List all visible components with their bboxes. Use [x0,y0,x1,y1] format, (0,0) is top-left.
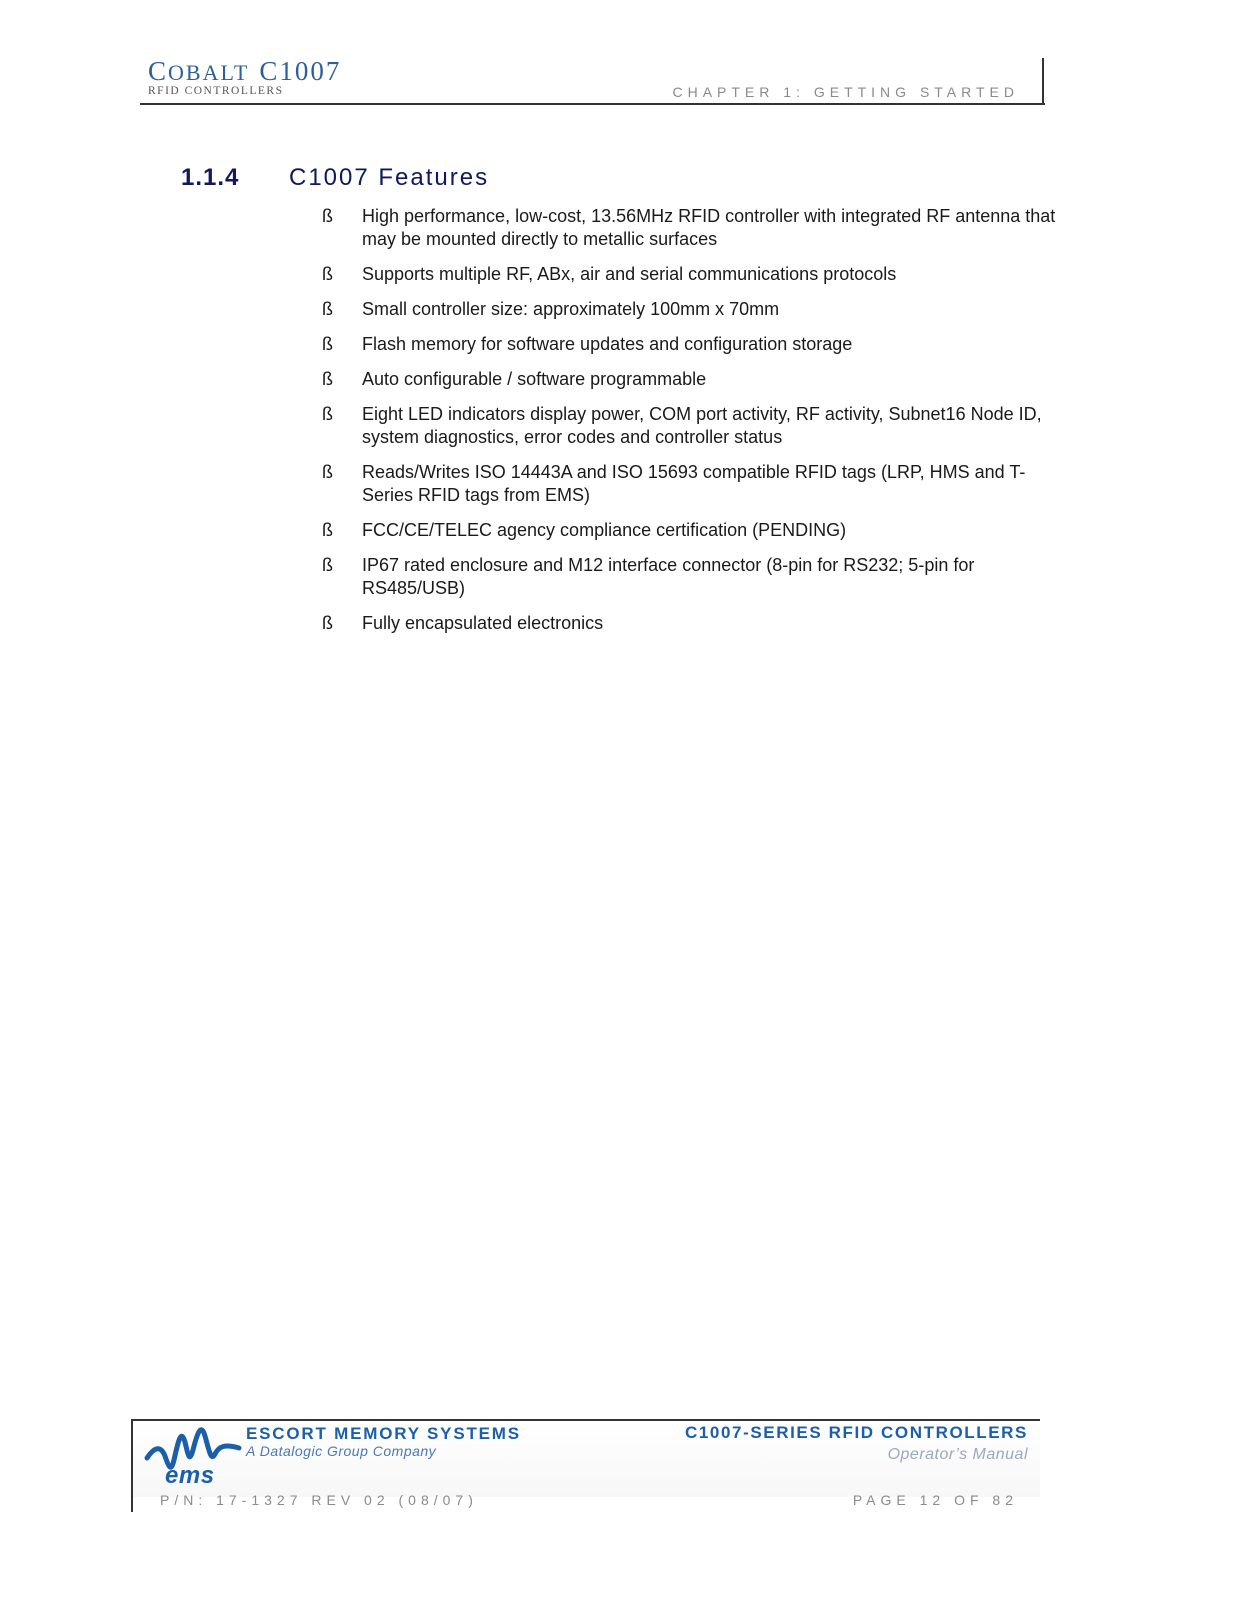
list-item [322,368,1057,391]
bullet-icon: ß [322,264,333,284]
company-name: ESCORT MEMORY SYSTEMS [246,1424,521,1443]
logo-model-rest: 1007 [279,56,342,86]
feature-text: High performance, low-cost, 13.56MHz RFID controller with integrated RF antenna that may be mounted directly to metallic surfaces [362,206,1056,249]
feature-text: Supports multiple RF, ABx, air and serial communications protocols [362,264,897,284]
bullet-icon: ß [322,520,333,540]
header-rule [140,103,1045,105]
page-number: PAGE 12 OF 82 [852,1492,1018,1508]
header-vertical-rule [1042,58,1044,105]
chapter-heading: CHAPTER 1: GETTING STARTED [672,84,1019,100]
feature-list [322,205,1057,647]
bullet-icon: ß [322,206,333,226]
list-item [322,333,1057,356]
list-item [322,519,1057,542]
logo-subtitle: RFID CONTROLLERS [148,85,284,97]
logo-initial: C [148,56,169,86]
logo-model-initial: C [259,56,280,86]
section-title: C1007 Features [289,164,490,191]
company-tagline: A Datalogic Group Company [246,1443,437,1459]
list-item [322,461,1057,507]
logo-title [148,56,342,86]
bullet-icon: ß [322,299,333,319]
feature-text: Fully encapsulated electronics [362,613,604,633]
list-item [322,298,1057,321]
ems-wordmark: ems [165,1462,215,1489]
list-item [322,612,1057,635]
bullet-icon: ß [322,613,333,633]
bullet-icon: ß [322,404,333,424]
feature-text: Auto configurable / software programmable [362,369,707,389]
feature-text: Small controller size: approximately 100mm x 70mm [362,299,780,319]
feature-text: Reads/Writes ISO 14443A and ISO 15693 compatible RFID tags (LRP, HMS and T-Series RFID tags from EMS) [362,462,1026,505]
list-item [322,263,1057,286]
product-name: C1007-SERIES RFID CONTROLLERS [684,1423,1028,1442]
feature-text: FCC/CE/TELEC agency compliance certification (PENDING) [362,520,847,540]
feature-text: IP67 rated enclosure and M12 interface connector (8-pin for RS232; 5-pin for RS485/USB) [362,555,975,598]
manual-title: Operator’s Manual [887,1446,1028,1463]
footer-rule [131,1419,1040,1421]
list-item [322,403,1057,449]
bullet-icon: ß [322,334,333,354]
footer-vertical-rule [131,1420,133,1512]
list-item [322,205,1057,251]
logo-rest: OBALT [168,60,250,85]
feature-text: Eight LED indicators display power, COM port activity, RF activity, Subnet16 Node ID, system diagnostics, error codes and controller status [362,404,1042,447]
cobalt-logo [148,56,342,97]
feature-text: Flash memory for software updates and configuration storage [362,334,853,354]
bullet-icon: ß [322,462,333,482]
bullet-icon: ß [322,369,333,389]
list-item [322,554,1057,600]
bullet-icon: ß [322,555,333,575]
part-number: P/N: 17-1327 REV 02 (08/07) [160,1492,478,1508]
section-number: 1.1.4 [181,164,240,191]
